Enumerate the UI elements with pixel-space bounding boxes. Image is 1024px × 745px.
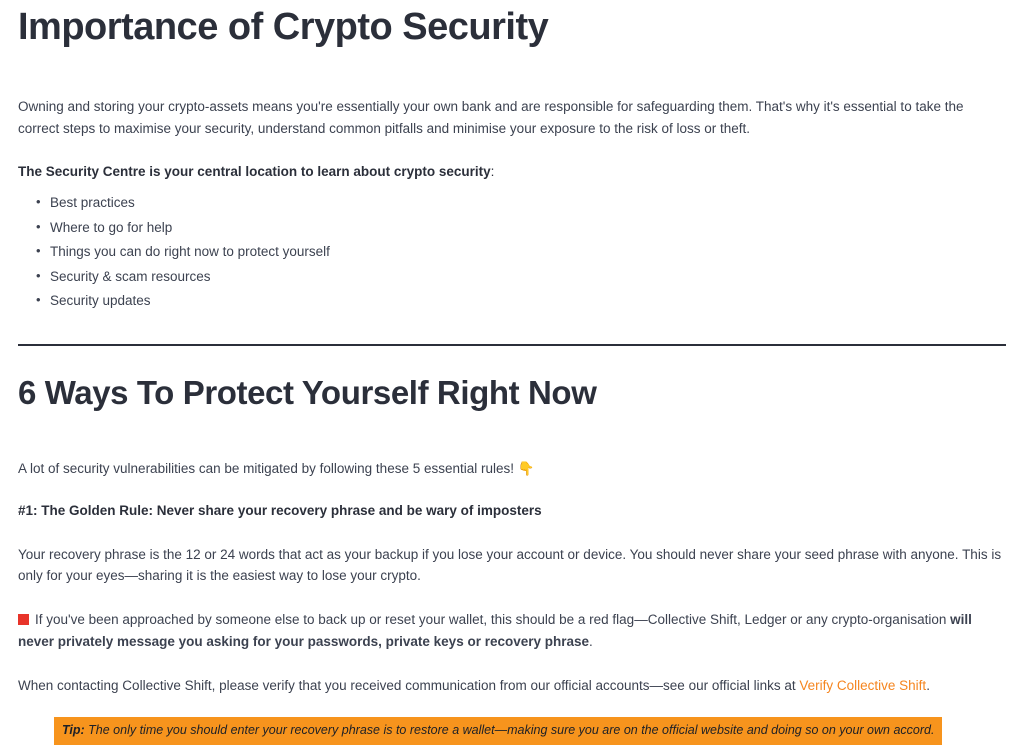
contact-tail: . <box>926 678 930 694</box>
warning-text: If you've been approached by someone else to back up or reset your wallet, this should be a red flag—Collective Shift, Ledger or any crypto-organisation <box>35 612 951 628</box>
warning-bold: will never privately message you asking for your passwords, private keys or recovery phrase <box>18 612 972 650</box>
article-page <box>0 6 1024 745</box>
intro-paragraph: Owning and storing your crypto-assets means you're essentially your own bank and are responsible for safeguarding them. That's why it's essential to take the correct steps to maximise your security, understand common pitfalls and minimise your exposure to the risk of loss or theft. <box>18 98 964 136</box>
red-square-icon <box>18 614 29 625</box>
tip-callout <box>54 717 942 745</box>
list-item: • Security updates <box>36 291 1006 312</box>
spacer <box>18 412 1006 458</box>
security-centre-lead-tail: : <box>490 164 495 180</box>
spacer <box>18 139 1006 161</box>
section-intro-text: A lot of security vulnerabilities can be mitigated by following these 5 essential rules! <box>18 460 515 476</box>
list-item: • Things you can do right now to protect yourself <box>36 242 1006 263</box>
list-item: • Best practices <box>36 193 1006 214</box>
pointing-down-icon: 👇 <box>517 460 535 476</box>
spacer <box>18 587 1006 609</box>
section-intro <box>18 458 1006 480</box>
spacer <box>18 479 1006 501</box>
verify-collective-shift-link[interactable]: Verify Collective Shift <box>799 678 927 694</box>
contact-paragraph <box>18 675 1006 697</box>
tip-text: The only time you should enter your recovery phrase is to restore a wallet—making sure you are on the official website and doing so on your own accord. <box>84 722 935 737</box>
section-title: 6 Ways To Protect Yourself Right Now <box>18 373 597 411</box>
rule-heading: #1: The Golden Rule: Never share your recovery phrase and be wary of imposters <box>18 503 542 519</box>
list-item: • Security & scam resources <box>36 267 1006 288</box>
section-divider <box>18 344 1006 346</box>
spacer <box>18 50 1006 96</box>
warning-tail: . <box>589 634 593 650</box>
warning-paragraph <box>18 609 1006 653</box>
list-item: • Where to go for help <box>36 218 1006 239</box>
page-title: Importance of Crypto Security <box>18 6 549 48</box>
security-centre-lead-bold: The Security Centre is your central location to learn about crypto security <box>18 164 491 180</box>
spacer <box>18 522 1006 544</box>
spacer <box>18 653 1006 675</box>
security-centre-lead <box>18 161 1006 183</box>
rule-body: Your recovery phrase is the 12 or 24 words that act as your backup if you lose your account or device. You should never share your seed phrase with anyone. This is only for your eyes—sharing it is the easiest way to lose your crypto. <box>18 546 1002 584</box>
contact-text: When contacting Collective Shift, please verify that you received communication from our official accounts—see our official links at <box>18 678 800 694</box>
topics-list <box>18 193 1006 312</box>
tip-label: Tip: <box>62 722 85 737</box>
